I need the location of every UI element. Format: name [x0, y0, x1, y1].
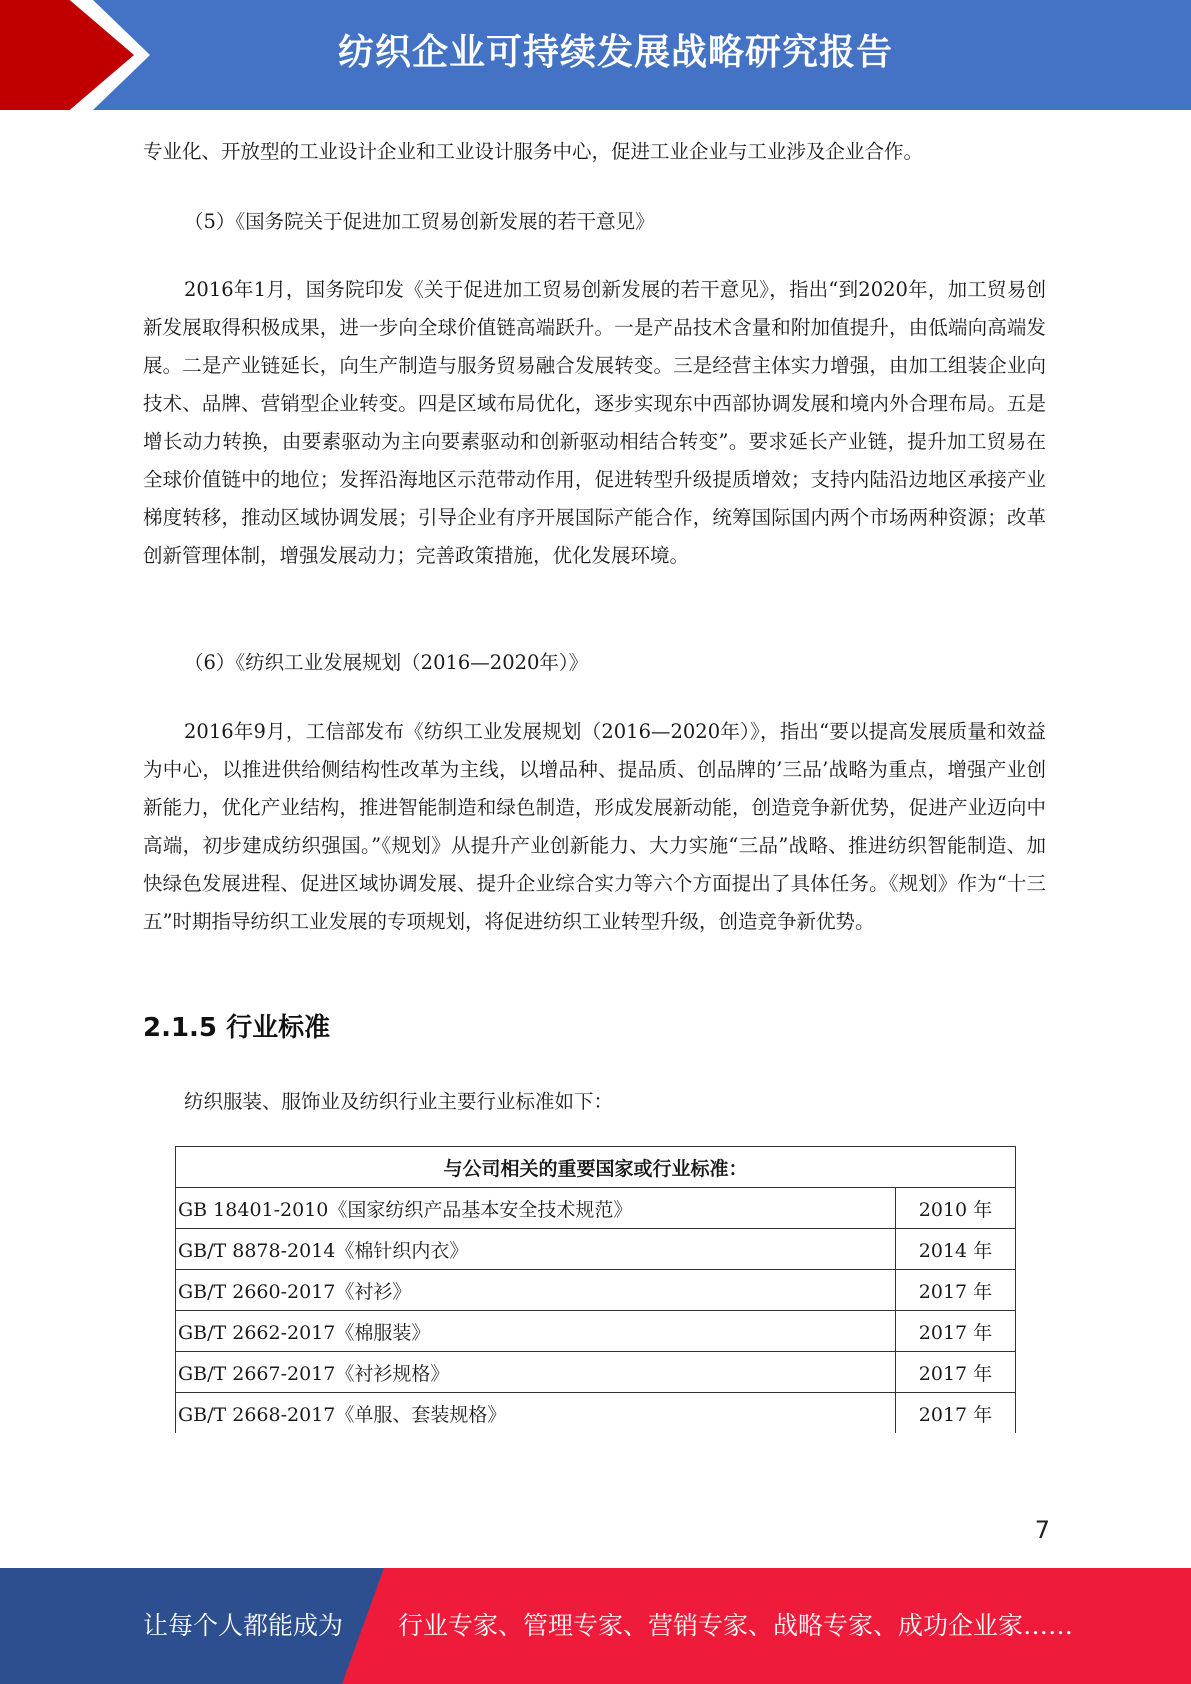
standard-year: 2017 年	[896, 1270, 1016, 1311]
footer-slogan-right: 行业专家、管理专家、营销专家、战略专家、成功企业家……	[398, 1611, 1074, 1640]
item-5-title: （5）《国务院关于促进加工贸易创新发展的若干意见》	[184, 210, 655, 233]
page-header	[0, 0, 1191, 110]
table-row	[176, 1188, 1016, 1229]
paragraph-item-5: 2016年1月，国务院印发《关于促进加工贸易创新发展的若干意见》，指出“到2020年，加工贸易创新发展取得积极成果，进一步向全球价值链高端跃升。一是产品技术含量和附加值提升，由低端向高端发展。二是产业链延长，向生产制造与服务贸易融合发展转变。三是经营主体实力增强，由加工组装企业向技术、品牌、营销型企业转变。四是区域布局优化，逐步实现东中西部协调发展和境内外合理布局。五是增长动力转换，由要素驱动为主向要素驱动和创新驱动相结合转变”。要求延长产业链，提升加工贸易在全球价值链中的地位；发挥沿海地区示范带动作用，促进转型升级提质增效；支持内陆沿边地区承接产业梯度转移，推动区域协调发展；引导企业有序开展国际产能合作，统筹国际国内两个市场两种资源；改革创新管理体制，增强发展动力；完善政策措施，优化发展环境。	[143, 278, 1046, 567]
table-row	[176, 1270, 1016, 1311]
standard-name: GB/T 2660-2017《衬衫》	[176, 1270, 896, 1311]
standard-year: 2010 年	[896, 1188, 1016, 1229]
table-row	[176, 1352, 1016, 1393]
standard-name: GB/T 8878-2014《棉针织内衣》	[176, 1229, 896, 1270]
page-number: 7	[1034, 1516, 1050, 1544]
standard-year: 2017 年	[896, 1311, 1016, 1352]
table-header: 与公司相关的重要国家或行业标准：	[176, 1147, 1016, 1188]
standard-name: GB/T 2668-2017《单服、套装规格》	[176, 1393, 896, 1434]
footer-slogan-left: 让每个人都能成为	[143, 1611, 344, 1640]
table-row	[176, 1229, 1016, 1270]
standard-name: GB/T 2667-2017《衬衫规格》	[176, 1352, 896, 1393]
paragraph-standards-intro: 纺织服装、服饰业及纺织行业主要行业标准如下：	[184, 1090, 614, 1113]
item-6-title: （6）《纺织工业发展规划（2016—2020年）》	[184, 651, 589, 674]
page-footer	[0, 1568, 1191, 1684]
standard-year: 2017 年	[896, 1393, 1016, 1434]
standard-name: GB/T 2662-2017《棉服装》	[176, 1311, 896, 1352]
section-heading: 2.1.5 行业标准	[143, 1013, 331, 1043]
report-title: 纺织企业可持续发展战略研究报告	[337, 32, 893, 73]
paragraph-continuation: 专业化、开放型的工业设计企业和工业设计服务中心，促进工业企业与工业涉及企业合作。	[143, 140, 924, 163]
standard-year: 2014 年	[896, 1229, 1016, 1270]
table-header-row	[176, 1147, 1016, 1188]
standards-table	[175, 1146, 1016, 1433]
standard-name: GB 18401-2010《国家纺织产品基本安全技术规范》	[176, 1188, 896, 1229]
table-row	[176, 1393, 1016, 1434]
paragraph-item-6: 2016年9月，工信部发布《纺织工业发展规划（2016—2020年）》，指出“要以提高发展质量和效益为中心，以推进供给侧结构性改革为主线，以增品种、提品质、创品牌的’三品’战略为重点，增强产业创新能力，优化产业结构，推进智能制造和绿色制造，形成发展新动能，创造竞争新优势，促进产业迈向中高端，初步建成纺织强国。”《规划》从提升产业创新能力、大力实施“三品”战略、推进纺织智能制造、加快绿色发展进程、促进区域协调发展、提升企业综合实力等六个方面提出了具体任务。《规划》作为“十三五”时期指导纺织工业发展的专项规划，将促进纺织工业转型升级，创造竞争新优势。	[143, 720, 1046, 933]
table-row	[176, 1311, 1016, 1352]
standard-year: 2017 年	[896, 1352, 1016, 1393]
